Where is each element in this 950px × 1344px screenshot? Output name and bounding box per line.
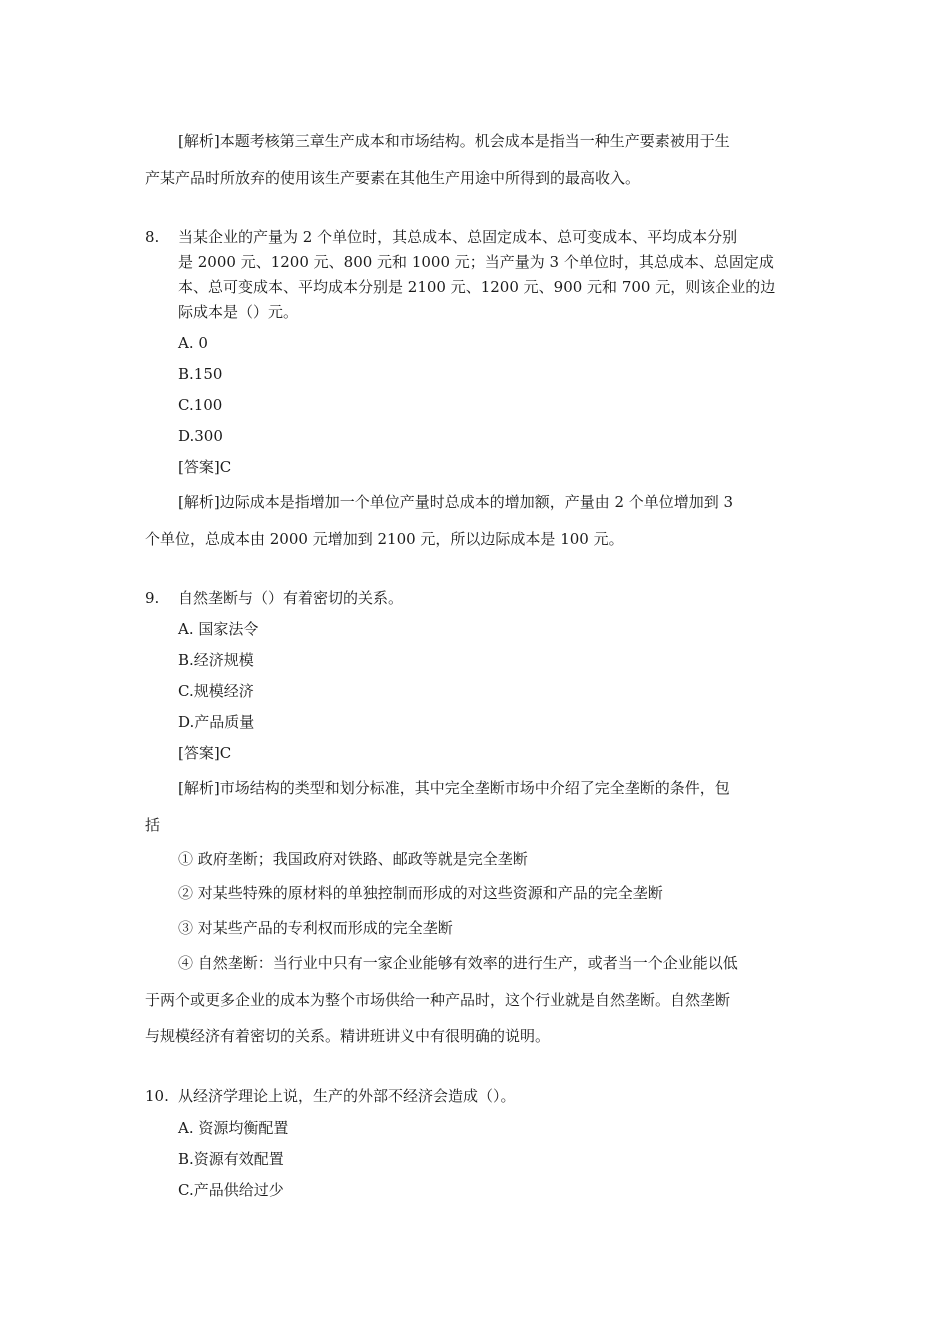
q9-point-2: ② 对某些特殊的原材料的单独控制而形成的对这些资源和产品的完全垄断: [178, 884, 663, 902]
q10-option-b: B.资源有效配置: [178, 1150, 284, 1168]
q8-option-a: A. 0: [178, 334, 208, 352]
q8-analysis-line2: 个单位，总成本由 2000 元增加到 2100 元，所以边际成本是 100 元。: [145, 530, 624, 548]
q8-number: 8.: [145, 228, 160, 246]
q10-option-c: C.产品供给过少: [178, 1181, 284, 1199]
q7-analysis-line1: [解析]本题考核第三章生产成本和市场结构。机会成本是指当一种生产要素被用于生: [178, 132, 730, 150]
q8-stem-line3: 本、总可变成本、平均成本分别是 2100 元、1200 元、900 元和 700 元，则该企业的边: [178, 278, 776, 296]
q9-option-d: D.产品质量: [178, 713, 255, 731]
q8-option-d: D.300: [178, 427, 223, 445]
q7-analysis-line2: 产某产品时所放弃的使用该生产要素在其他生产用途中所得到的最高收入。: [145, 169, 641, 187]
q10-option-a: A. 资源均衡配置: [178, 1119, 289, 1137]
q9-point-3: ③ 对某些产品的专利权而形成的完全垄断: [178, 919, 453, 937]
q9-answer: [答案]C: [178, 744, 232, 762]
q9-point-4-line2: 于两个或更多企业的成本为整个市场供给一种产品时，这个行业就是自然垄断。自然垄断: [145, 991, 731, 1009]
q10-number: 10.: [145, 1087, 169, 1105]
q9-option-c: C.规模经济: [178, 682, 254, 700]
q8-option-b: B.150: [178, 365, 223, 383]
q9-option-a: A. 国家法令: [178, 620, 259, 638]
q9-analysis-line1: [解析]市场结构的类型和划分标准，其中完全垄断市场中介绍了完全垄断的条件，包: [178, 779, 730, 797]
q8-answer: [答案]C: [178, 458, 232, 476]
q8-option-c: C.100: [178, 396, 223, 414]
q9-number: 9.: [145, 589, 160, 607]
q9-option-b: B.经济规模: [178, 651, 254, 669]
q10-stem: 从经济学理论上说，生产的外部不经济会造成（）。: [178, 1087, 516, 1105]
q8-stem-line1: 当某企业的产量为 2 个单位时，其总成本、总固定成本、总可变成本、平均成本分别: [178, 228, 738, 246]
q9-analysis-line2: 括: [145, 816, 161, 834]
q8-analysis-line1: [解析]边际成本是指增加一个单位产量时总成本的增加额，产量由 2 个单位增加到 3: [178, 493, 734, 511]
q9-point-1: ① 政府垄断；我国政府对铁路、邮政等就是完全垄断: [178, 850, 528, 868]
q8-stem-line2: 是 2000 元、1200 元、800 元和 1000 元；当产量为 3 个单位时，其总成本、总固定成: [178, 253, 774, 271]
q9-point-4-line3: 与规模经济有着密切的关系。精讲班讲义中有很明确的说明。: [145, 1027, 551, 1045]
q9-stem: 自然垄断与（）有着密切的关系。: [178, 589, 404, 607]
q9-point-4-line1: ④ 自然垄断：当行业中只有一家企业能够有效率的进行生产，或者当一个企业能以低: [178, 954, 738, 972]
q8-stem-line4: 际成本是（）元。: [178, 303, 299, 321]
